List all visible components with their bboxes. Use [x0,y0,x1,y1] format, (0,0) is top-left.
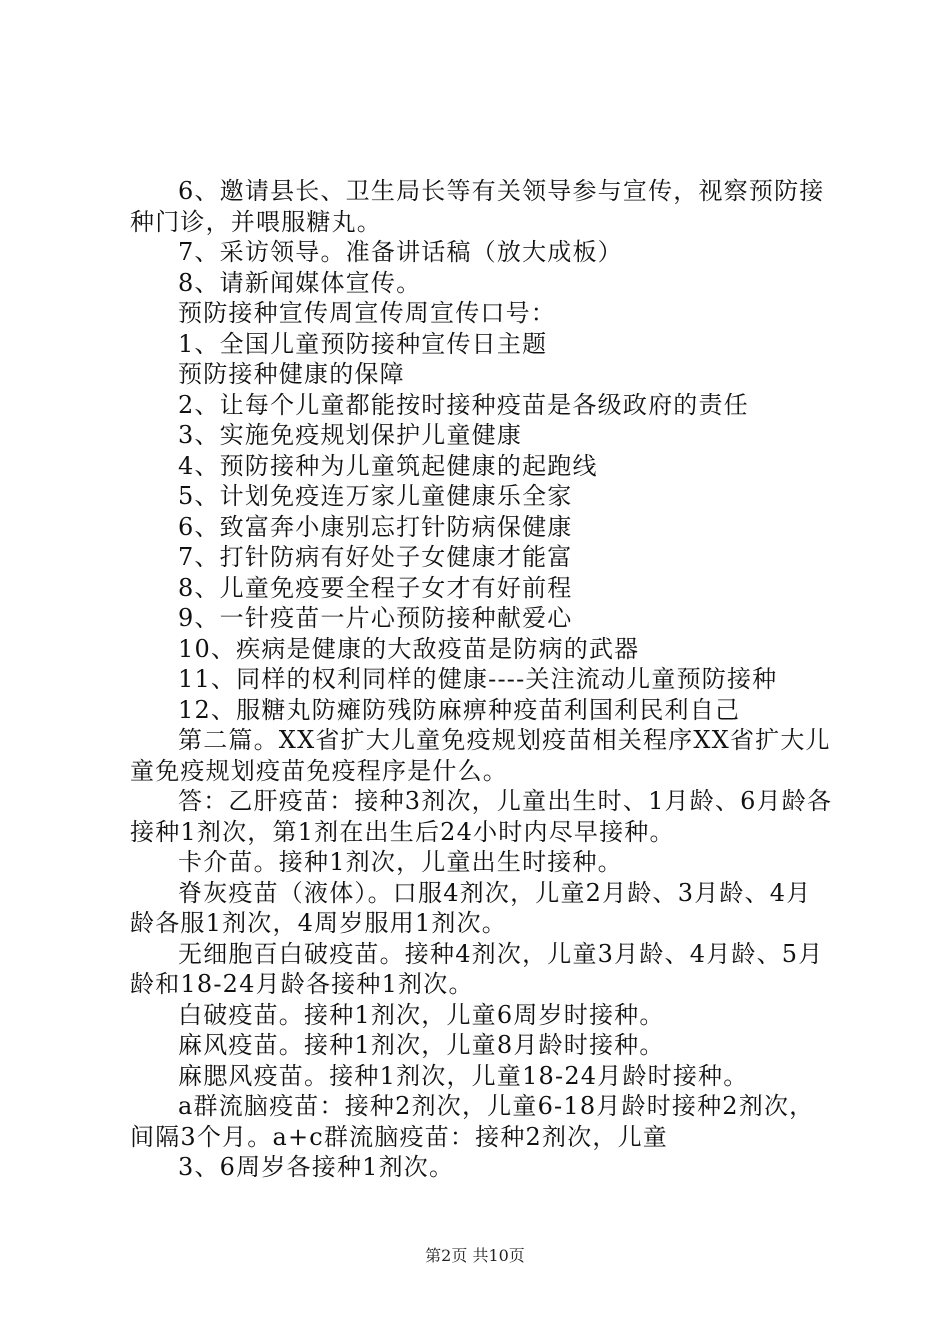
paragraph: 白破疫苗。接种1剂次，儿童6周岁时接种。 [178,1000,665,1029]
paragraph: 答：乙肝疫苗：接种3剂次，儿童出生时、1月龄、6月龄各接种1剂次，第1剂在出生后24小时内尽早接种。 [130,787,833,846]
section-heading: 第二篇。XX省扩大儿童免疫规划疫苗相关程序XX省扩大儿童免疫规划疫苗免疫程序是什么。 [130,726,831,785]
paragraph: 8、儿童免疫要全程子女才有好前程 [178,573,573,602]
page-footer: 第2页 共10页 [425,1246,525,1265]
paragraph: 6、邀请县长、卫生局长等有关领导参与宣传，视察预防接种门诊，并喂服糖丸。 [130,177,825,236]
document-body [130,176,835,1183]
paragraph: 6、致富奔小康别忘打针防病保健康 [178,512,573,541]
paragraph: 卡介苗。接种1剂次，儿童出生时接种。 [178,848,623,876]
paragraph: 预防接种宣传周宣传周宣传口号： [178,299,556,327]
paragraph: 脊灰疫苗（液体）。口服4剂次，儿童2月龄、3月龄、4月龄各服1剂次，4周岁服用1剂次。 [130,878,812,937]
paragraph: 无细胞百白破疫苗。接种4剂次，儿童3月龄、4月龄、5月龄和18-24月龄各接种1剂次。 [130,939,824,998]
paragraph: 11、同样的权利同样的健康----关注流动儿童预防接种 [178,665,778,693]
paragraph: a群流脑疫苗：接种2剂次，儿童6-18月龄时接种2剂次，间隔3个月。a+c群流脑疫苗：接种2剂次，儿童 [130,1092,815,1151]
paragraph: 4、预防接种为儿童筑起健康的起跑线 [178,451,598,480]
paragraph: 预防接种健康的保障 [178,360,405,388]
paragraph: 9、一针疫苗一片心预防接种献爱心 [178,604,573,632]
paragraph: 麻腮风疫苗。接种1剂次，儿童18-24月龄时接种。 [178,1061,749,1090]
paragraph: 3、实施免疫规划保护儿童健康 [178,421,523,449]
paragraph: 1、全国儿童预防接种宣传日主题 [178,329,548,358]
paragraph: 12、服糖丸防瘫防残防麻痹种疫苗利国利民利自己 [178,695,741,724]
paragraph: 10、疾病是健康的大敌疫苗是防病的武器 [178,634,640,663]
paragraph: 7、打针防病有好处子女健康才能富 [178,543,573,571]
paragraph: 7、采访领导。准备讲话稿（放大成板） [178,238,623,266]
paragraph: 3、6周岁各接种1剂次。 [178,1153,455,1181]
paragraph: 5、计划免疫连万家儿童健康乐全家 [178,482,573,510]
paragraph: 8、请新闻媒体宣传。 [178,268,422,297]
paragraph: 麻风疫苗。接种1剂次，儿童8月龄时接种。 [178,1031,665,1059]
paragraph: 2、让每个儿童都能按时接种疫苗是各级政府的责任 [178,390,749,419]
